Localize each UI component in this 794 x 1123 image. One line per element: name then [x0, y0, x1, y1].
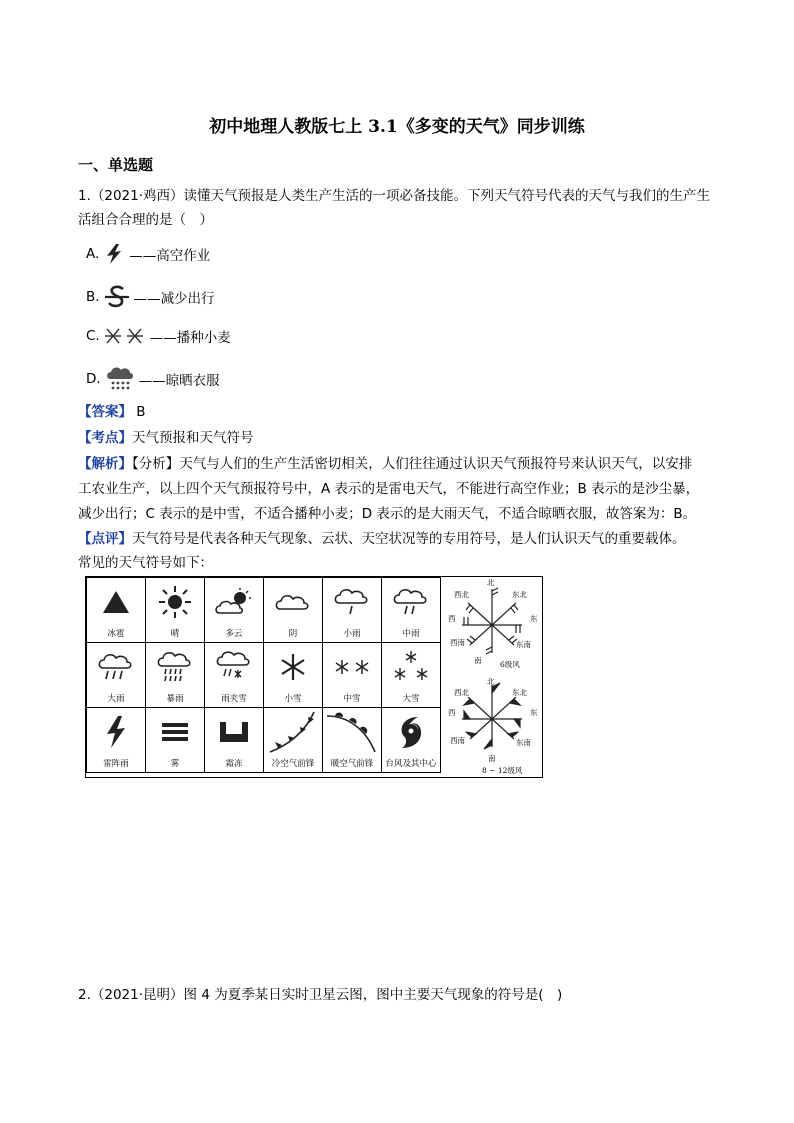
option-text: ——晾晒衣服 [138, 373, 220, 389]
light-snow-icon [278, 652, 308, 682]
kp-tag: 【考点】 [78, 430, 132, 446]
symbol-cell [205, 643, 264, 708]
analysis-line2: 工农业生产，以上四个天气预报符号中，A 表示的是雷电天气，不能进行高空作业；B 表示的是沙尘暴， [78, 481, 700, 497]
option-a[interactable] [86, 243, 210, 265]
overcast-icon [274, 591, 312, 613]
doc-title: 初中地理人教版七上 3.1《多变的天气》同步训练 [209, 117, 585, 137]
symbol-label: 小雪 [284, 694, 302, 704]
option-b[interactable] [86, 284, 215, 310]
symbol-label: 冰雹 [107, 629, 125, 639]
q1-stem-line1: 1.（2021·鸡西）读懂天气预报是人类生产生活的一项必备技能。下列天气符号代表的天气与我们的生产生 [78, 188, 711, 204]
option-c[interactable] [86, 326, 231, 346]
symbol-cell [382, 578, 441, 643]
wind-label-e: 东 [530, 708, 538, 717]
heavy-snow-icon [391, 650, 431, 684]
symbol-cell [323, 708, 382, 773]
symbol-cell [264, 578, 323, 643]
wind-caption-6: 6级风 [500, 660, 520, 669]
wind-label-n: 北 [487, 677, 495, 686]
moderate-snow-icon [332, 657, 372, 677]
symbol-cell [205, 708, 264, 773]
symbol-label: 暴雨 [166, 694, 184, 704]
comment-line [78, 529, 686, 549]
wind-label-sw: 西南 [450, 736, 465, 745]
symbol-label: 暖空气前锋 [330, 759, 374, 769]
symbol-label: 雾 [170, 759, 180, 769]
analysis-text: 【分析】天气与人们的生产生活密切相关，人们往往通过认识天气预报符号来认识天气，以安排 [132, 456, 693, 472]
frost-icon [217, 720, 251, 744]
option-d[interactable] [86, 364, 220, 394]
wind-label-nw: 西北 [454, 590, 469, 599]
section-heading: 一、单选题 [78, 156, 154, 174]
option-text: ——减少出行 [133, 291, 215, 307]
symbol-cell [146, 643, 205, 708]
sandstorm-icon [104, 284, 130, 310]
answer-line [78, 402, 146, 422]
heavy-rain-symbol-icon [97, 652, 135, 682]
comment-tag: 【点评】 [78, 531, 132, 547]
symbol-cell [87, 708, 146, 773]
answer-value: B [132, 404, 146, 420]
common-symbols-line: 常见的天气符号如下： [78, 555, 213, 571]
wind-label-sw: 西南 [450, 638, 465, 647]
symbol-cell [146, 578, 205, 643]
symbol-label: 雷阵雨 [103, 759, 129, 769]
symbol-label: 阴 [288, 629, 298, 639]
analysis-line3: 减少出行；C 表示的是中雪，不适合播种小麦；D 表示的是大雨天气，不适合晾晒衣服，故答案为：B。 [78, 506, 697, 522]
symbol-label: 多云 [225, 629, 243, 639]
symbol-label: 中雨 [402, 629, 420, 639]
wind-label-s: 南 [474, 656, 482, 665]
symbol-cell [382, 708, 441, 773]
analysis-line1 [78, 454, 692, 474]
symbol-cell [323, 578, 382, 643]
fog-icon [158, 721, 192, 743]
moderate-rain-icon [392, 587, 430, 617]
symbol-cell [87, 578, 146, 643]
q2-stem: 2.（2021·昆明）图 4 为夏季某日实时卫星云图，图中主要天气现象的符号是( ) [78, 987, 563, 1003]
option-text: ——播种小麦 [149, 330, 231, 346]
symbol-cell [264, 708, 323, 773]
rainstorm-icon [156, 651, 194, 683]
typhoon-icon [396, 715, 426, 749]
kp-value: 天气预报和天气符号 [132, 430, 254, 446]
symbols-table [86, 577, 441, 773]
light-rain-icon [333, 587, 371, 617]
symbol-label: 大雪 [402, 694, 420, 704]
symbol-label: 小雨 [343, 629, 361, 639]
comment-text: 天气符号是代表各种天气现象、云状、天空状况等的专用符号，是人们认识天气的重要载体。 [132, 531, 686, 547]
symbol-label: 霜冻 [225, 759, 243, 769]
wind-label-ne: 东北 [512, 590, 527, 599]
snow-icon [104, 326, 146, 346]
wind-symbols-panel [444, 577, 542, 777]
hail-icon [101, 589, 131, 615]
symbol-cell [146, 708, 205, 773]
symbol-label: 冷空气前锋 [271, 759, 315, 769]
wind-label-nw: 西北 [454, 688, 469, 697]
wind-label-ne: 东北 [512, 688, 527, 697]
sunny-icon [158, 585, 192, 619]
heavy-rain-icon [105, 364, 135, 394]
symbol-label: 台风及其中心 [385, 759, 437, 769]
symbol-label: 雨夹雪 [221, 694, 247, 704]
lightning-icon [103, 243, 125, 265]
symbol-cell [382, 643, 441, 708]
symbol-label: 中雪 [343, 694, 361, 704]
wind-caption-8-12: 8 ~ 12级风 [482, 766, 523, 775]
wind-label-se: 东南 [516, 738, 531, 747]
answer-tag: 【答案】 [78, 404, 132, 420]
partly-cloudy-icon [214, 587, 254, 617]
thunderstorm-icon [103, 715, 129, 749]
symbol-label: 晴 [170, 629, 180, 639]
q1-stem-line2: 活组合合理的是（ ） [78, 212, 213, 228]
option-text: ——高空作业 [129, 248, 211, 264]
warm-front-icon [325, 710, 379, 754]
knowledge-point-line [78, 428, 254, 448]
symbol-label: 大雨 [107, 694, 125, 704]
symbol-cell [323, 643, 382, 708]
wind-label-e: 东 [530, 614, 538, 623]
wind-label-w: 西 [448, 708, 456, 717]
option-letter: A. [86, 246, 100, 262]
option-letter: C. [86, 328, 100, 344]
wind-label-s: 南 [488, 754, 496, 763]
symbol-cell [264, 643, 323, 708]
analysis-tag: 【解析】 [78, 456, 132, 472]
sleet-icon [215, 651, 253, 683]
wind-label-w: 西 [448, 614, 456, 623]
symbol-cell [205, 578, 264, 643]
option-letter: D. [86, 371, 101, 387]
wind-label-se: 东南 [516, 640, 531, 649]
weather-symbols-figure [85, 576, 543, 778]
cold-front-icon [266, 710, 320, 754]
wind-label-n: 北 [487, 578, 495, 587]
option-letter: B. [86, 289, 100, 305]
symbol-cell [87, 643, 146, 708]
